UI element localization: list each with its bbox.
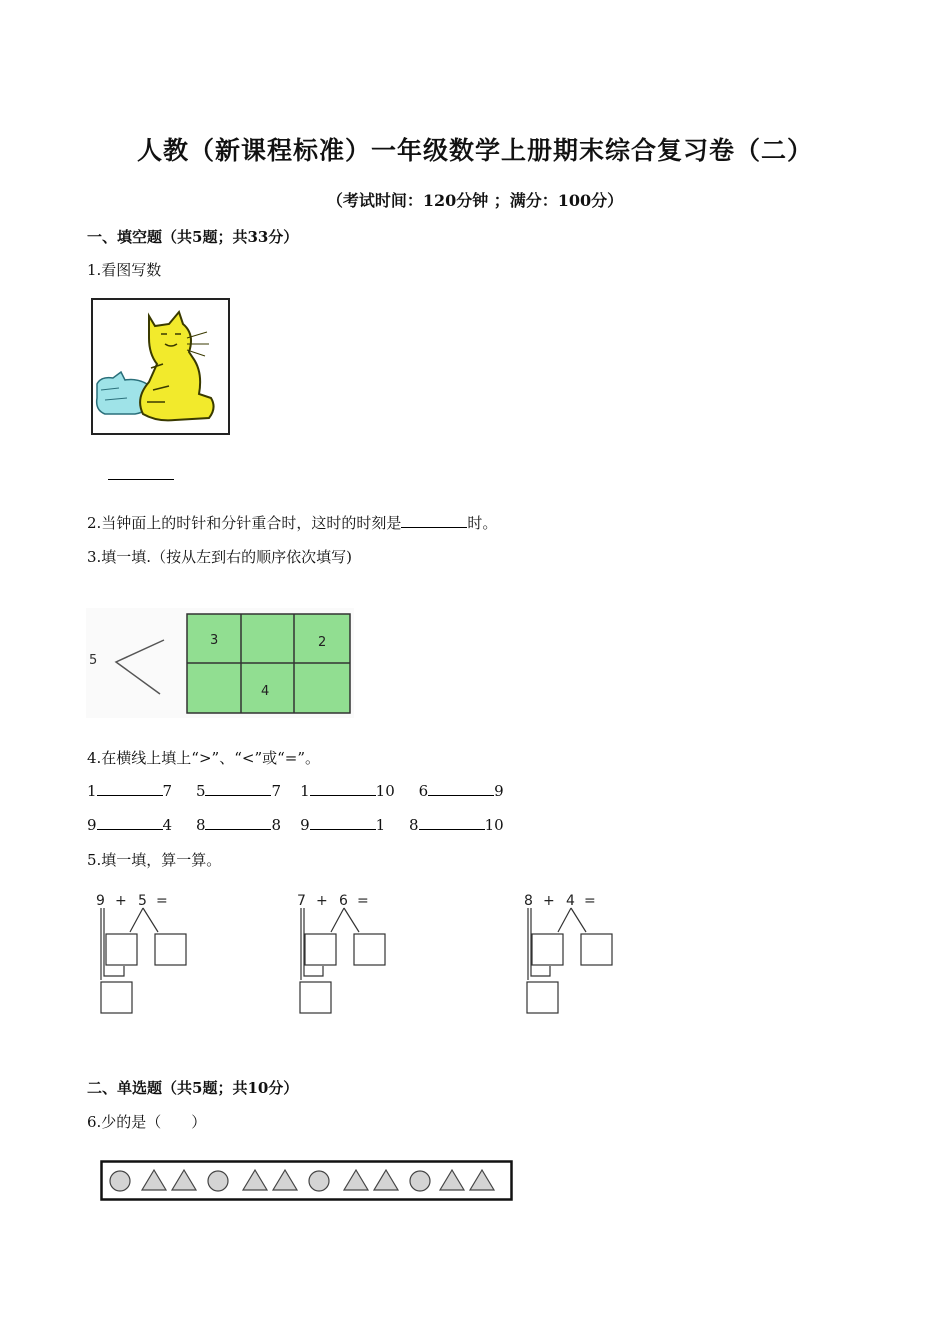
grid-cell-5: 4 <box>261 684 270 699</box>
comparison-blank[interactable] <box>97 782 163 796</box>
svg-text:4: 4 <box>566 893 575 909</box>
section-heading-single-choice: 二、单选题（共5题；共10分） <box>87 1079 299 1097</box>
question-2-text: 2.当钟面上的时针和分针重合时，这时的时刻是 <box>87 514 402 532</box>
question-5-text: 5.填一填，算一算。 <box>87 851 222 869</box>
circle-shape <box>208 1171 228 1191</box>
comparison-blank[interactable] <box>205 816 271 830</box>
grid-cell-3: 2 <box>318 635 327 650</box>
page-title: 人教（新课程标准）一年级数学上册期末综合复习卷（二） <box>136 136 813 165</box>
question-2 <box>87 512 497 533</box>
question-3-text: 3.填一填.（按从左到右的顺序依次填写) <box>87 548 352 566</box>
answer-box <box>106 934 137 965</box>
grid-cell-1: 3 <box>210 633 219 648</box>
cat-picture <box>91 298 231 436</box>
svg-text:9: 9 <box>96 893 105 909</box>
comparison-blank[interactable] <box>419 816 485 830</box>
svg-text:+: + <box>316 893 328 909</box>
comparison-blank[interactable] <box>428 782 494 796</box>
svg-text:7: 7 <box>297 893 306 909</box>
make-ten-problem-3 <box>518 888 628 1018</box>
answer-box <box>527 982 558 1013</box>
answer-box <box>305 934 336 965</box>
circle-shape <box>110 1171 130 1191</box>
question-2-suffix: 时。 <box>467 514 498 532</box>
answer-box <box>155 934 186 965</box>
answer-box <box>532 934 563 965</box>
svg-text:=: = <box>584 893 596 909</box>
comparison-row-2: 9 4 8 8 9 1 8 10 <box>87 816 504 834</box>
number-split-diagram <box>86 608 354 718</box>
exam-info: （考试时间：120分钟 ；满分：100分） <box>326 191 624 210</box>
comparison-blank[interactable] <box>310 816 376 830</box>
question-1-text: 1.看图写数 <box>87 261 162 279</box>
answer-box <box>581 934 612 965</box>
make-ten-problem-2 <box>291 888 401 1018</box>
question-6-text: 6.少的是（ ） <box>87 1113 207 1131</box>
answer-box <box>354 934 385 965</box>
question-4-text: 4.在横线上填上“>”、“<”或“=”。 <box>87 749 321 767</box>
question-1-answer-blank[interactable] <box>108 479 174 480</box>
answer-box <box>300 982 331 1013</box>
svg-text:=: = <box>357 893 369 909</box>
split-number: 5 <box>89 653 98 668</box>
number-grid <box>187 614 350 713</box>
comparison-blank[interactable] <box>310 782 376 796</box>
circle-shape <box>309 1171 329 1191</box>
section-heading-fill-blank: 一、填空题（共5题；共33分） <box>87 228 299 246</box>
comparison-blank[interactable] <box>97 816 163 830</box>
shape-row <box>100 1160 513 1202</box>
svg-text:5: 5 <box>138 893 147 909</box>
circle-shape <box>410 1171 430 1191</box>
answer-box <box>101 982 132 1013</box>
comparison-blank[interactable] <box>205 782 271 796</box>
question-2-answer-blank[interactable] <box>401 514 467 528</box>
svg-text:+: + <box>543 893 555 909</box>
svg-text:8: 8 <box>524 893 533 909</box>
svg-text:=: = <box>156 893 168 909</box>
svg-text:6: 6 <box>339 893 348 909</box>
comparison-row-1: 1 7 5 7 1 10 6 9 <box>87 782 504 800</box>
make-ten-problem-1 <box>92 888 202 1018</box>
svg-text:+: + <box>115 893 127 909</box>
